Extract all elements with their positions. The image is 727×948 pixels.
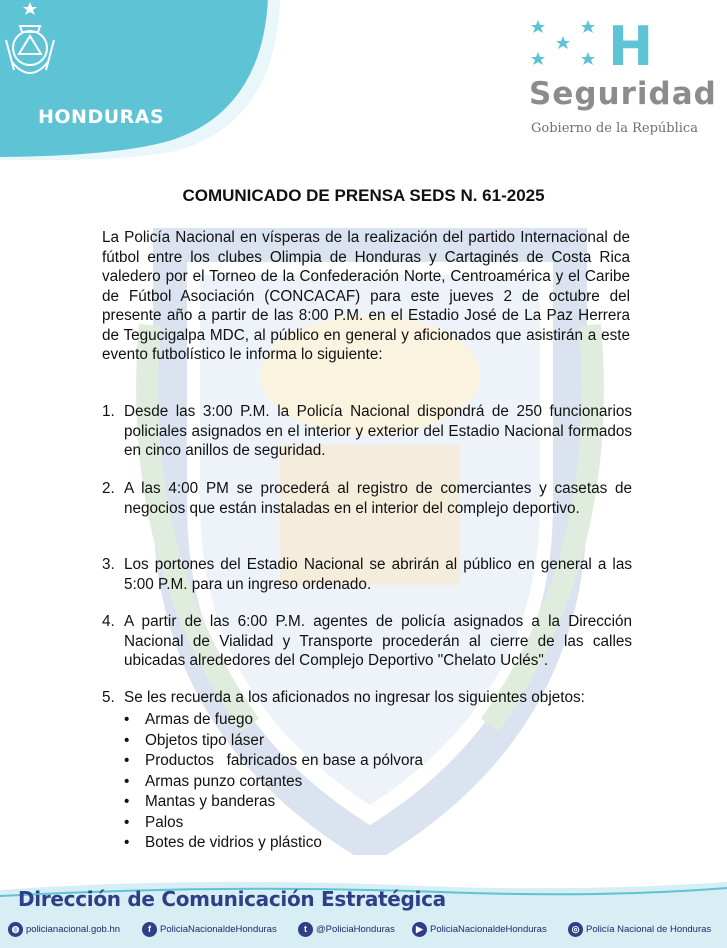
list-item	[124, 792, 423, 813]
press-release-title: COMUNICADO DE PRENSA SEDS N. 61-2025	[182, 186, 545, 205]
item-number: 3.	[102, 556, 115, 573]
bullet-icon: •	[124, 731, 130, 749]
list-item	[102, 555, 632, 594]
item-text: Los portones del Estadio Nacional se abrirán al público en general a las 5:00 P.M. para un ingreso ordenado.	[124, 556, 632, 593]
bullet-icon: •	[124, 711, 130, 728]
instagram-icon: ◎	[568, 922, 583, 937]
list-item	[102, 612, 632, 671]
item-number: 2.	[102, 480, 115, 497]
twitter-icon: t	[298, 922, 313, 937]
list-item	[102, 688, 632, 708]
list-item	[124, 710, 423, 731]
prohibited-item: Objetos tipo láser	[145, 731, 265, 749]
prohibited-item: Armas de fuego	[145, 711, 253, 728]
prohibited-item: Armas punzo cortantes	[145, 772, 303, 790]
youtube-link[interactable]: ▶ PoliciaNacionaldeHonduras	[412, 922, 547, 938]
list-item	[124, 751, 423, 772]
country-name: HONDURAS	[38, 106, 165, 128]
item-text: Desde las 3:00 P.M. la Policía Nacional dispondrá de 250 funcionarios policiales asignados en el interior y exterior del Estadio Nacional formados en cinco anillos de seguridad.	[124, 403, 632, 459]
prohibited-item: Palos	[145, 813, 184, 831]
item-number: 1.	[102, 403, 115, 420]
item-number: 4.	[102, 613, 115, 630]
bullet-icon: •	[124, 752, 130, 769]
instagram-link[interactable]: ◎ Policía Nacional de Honduras	[568, 922, 711, 938]
list-item	[102, 402, 632, 461]
prohibited-item: Botes de vidrios y plástico	[145, 834, 322, 851]
item-text: Se les recuerda a los aficionados no ingresar los siguientes objetos:	[124, 689, 585, 706]
globe-icon: ◍	[8, 922, 23, 937]
seguridad-logo-letter: H	[608, 15, 654, 78]
youtube-icon: ▶	[412, 922, 427, 937]
facebook-link[interactable]: f PoliciaNacionaldeHonduras	[142, 922, 277, 938]
bullet-icon: •	[124, 834, 130, 851]
item-text: A partir de las 6:00 P.M. agentes de policía asignados a la Dirección Nacional de Vialidad y Transporte procederán al cierre de las calles ubicadas alrededores del Complejo Deportivo "Chelato Uclés".	[124, 613, 632, 669]
list-item	[124, 731, 423, 752]
twitter-link[interactable]: t @PoliciaHonduras	[298, 922, 395, 938]
prohibited-items-list	[124, 710, 423, 854]
bullet-icon: •	[124, 813, 130, 831]
footer-title: Dirección de Comunicación Estratégica	[18, 887, 446, 911]
list-item	[124, 772, 423, 793]
national-coat-of-arms-icon	[0, 0, 60, 90]
government-tagline: Gobierno de la República	[531, 121, 698, 136]
facebook-icon: f	[142, 922, 157, 937]
prohibited-item: Mantas y banderas	[145, 793, 276, 810]
honduras-brand-block	[0, 0, 285, 160]
website-link[interactable]: ◍ policianacional.gob.hn	[8, 922, 120, 938]
list-item	[124, 813, 423, 834]
bullet-icon: •	[124, 793, 130, 810]
prohibited-item: Productos fabricados en base a pólvora	[145, 752, 424, 769]
item-text: A las 4:00 PM se procederá al registro de comerciantes y casetas de negocios que están instaladas en el interior del complejo deportivo.	[124, 480, 632, 517]
list-item	[124, 833, 423, 854]
bullet-icon: •	[124, 772, 130, 790]
intro-paragraph: La Policía Nacional en vísperas de la realización del partido Internacional de fútbol entre los clubes Olimpia de Honduras y Cartaginés de Costa Rica valedero por el Torneo de la Confederación Norte, Centroamérica y el Caribe de Fútbol Asociación (CONCACAF) para este jueves 2 de octubre del presente año a partir de las 8:00 P.M. en el Estadio José de La Paz Herrera de Tegucigalpa MDC, al público en general y aficionados que asistirán a este evento futbolístico le informa lo siguiente:	[102, 229, 630, 363]
list-item	[102, 479, 632, 518]
seguridad-logo-word: Seguridad	[529, 76, 717, 112]
item-number: 5.	[102, 689, 115, 706]
